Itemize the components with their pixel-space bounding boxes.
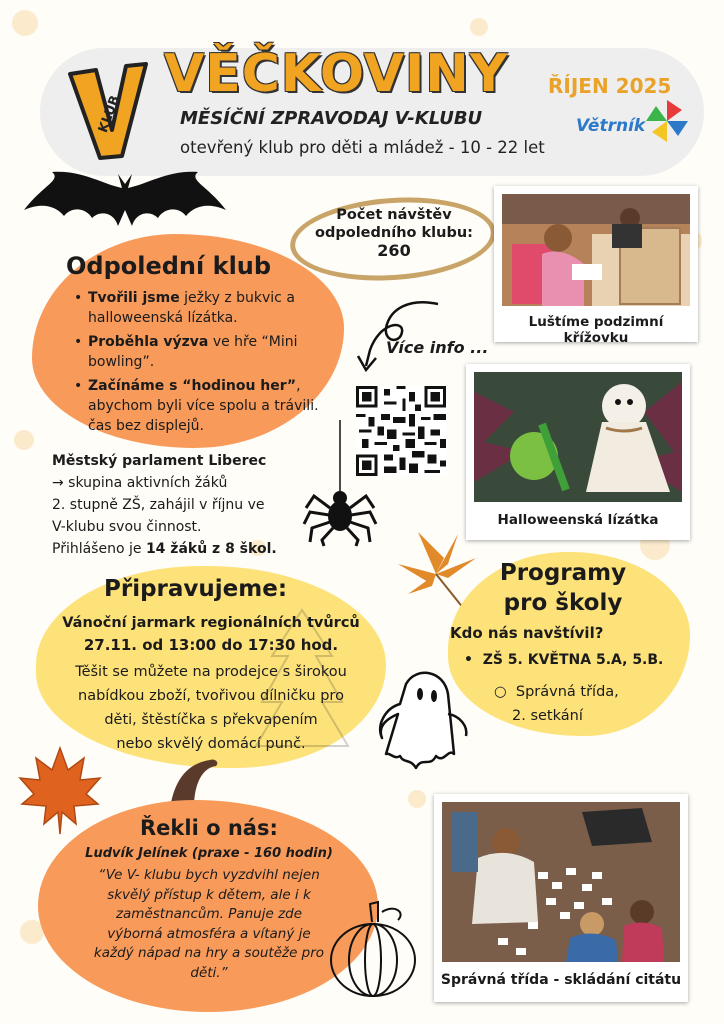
ghost-icon [376, 664, 472, 776]
photo-lollipops [466, 364, 690, 540]
school-sub-item: ○ Správná třída, [494, 684, 619, 700]
event-desc-line: děti, štěstíčka s překvapením [104, 712, 318, 728]
quote-line: každý nápad na hry a soutěže pro [93, 945, 325, 961]
school-sublist [494, 680, 619, 728]
event-title [46, 612, 376, 656]
lollipop-photo-image [474, 372, 682, 502]
visits-label: Počet návštěv [336, 207, 452, 223]
issue-month: ŘÍJEN 2025 [548, 74, 672, 98]
bat-icon [22, 166, 228, 240]
school-programs-heading: Programy pro školy [499, 560, 627, 616]
list-item: • Tvořili jsme ježky z bukvic a halloweenská lízátka. [74, 288, 330, 328]
quote-line: skvělý přístup k dětem, ale i k [107, 886, 311, 903]
paint-splat [14, 430, 34, 450]
testimonial-author: Ludvík Jelínek (praxe - 160 hodin) [85, 846, 333, 861]
pinwheel-icon [644, 98, 690, 144]
visits-counter [296, 206, 492, 260]
class-photo-image [442, 802, 680, 962]
event-line: Vánoční jarmark regionálních tvůrců [62, 615, 360, 631]
photo-crossword [494, 186, 698, 346]
newsletter-title: VĚČKOVINY [164, 44, 509, 104]
afternoon-club-list [74, 288, 330, 436]
school-name: • ZŠ 5. KVĚTNA 5.A, 5.B. [464, 652, 664, 668]
event-desc-line: nebo skvělý domácí punč. [116, 736, 306, 752]
crossword-photo-image [502, 194, 690, 306]
afternoon-club-heading: Odpolední klub [66, 252, 272, 280]
quote-line: “Ve V- klubu bych vyzdvihl nejen [98, 867, 320, 883]
club-tagline: otevřený klub pro děti a mládež - 10 - 22 let [180, 138, 545, 157]
pumpkin-icon [326, 898, 420, 1002]
school-sub-item: 2. setkání [512, 708, 583, 724]
preparing-heading: Připravujeme: [104, 576, 288, 602]
quote-line: výborná atmosféra a vítaný je [107, 925, 311, 942]
visits-label: odpoledního klubu: [315, 225, 473, 241]
event-desc-line: nabídkou zboží, tvořivou dílničku pro [78, 688, 344, 704]
parliament-line: → skupina aktivních žáků [52, 475, 228, 491]
parliament-title: Městský parlament Liberec [52, 453, 267, 469]
spider-icon [300, 420, 380, 548]
photo-caption: Správná třída - skládání citátu [440, 972, 682, 988]
event-desc-line: Těšit se můžete na prodejce s širokou [75, 664, 347, 680]
photo-caption: Luštíme podzimní křížovku [528, 314, 664, 346]
parliament-block [52, 450, 332, 560]
paint-splat [12, 10, 38, 36]
event-date: 27.11. od 13:00 do 17:30 hod. [83, 636, 339, 654]
event-description [46, 660, 376, 756]
quote-line: děti.” [190, 964, 228, 981]
paint-splat [470, 18, 488, 36]
v-klub-logo [66, 60, 150, 160]
visits-count: 260 [377, 241, 411, 260]
parliament-line: V-klubu svou činnost. [52, 519, 202, 535]
maple-leaf-icon [16, 744, 104, 836]
list-item: • Začínáme s “hodinou her”, abychom byli více spolu a trávili. čas bez displejů. [74, 376, 330, 436]
quote-line: zaměstnancům. Panuje zde [115, 906, 303, 922]
photo-class [434, 794, 688, 1002]
testimonial-heading: Řekli o nás: [140, 816, 278, 840]
more-info-label: Více info ... [386, 338, 489, 357]
newsletter-subtitle: MĚSÍČNÍ ZPRAVODAJ V-KLUBU [180, 108, 483, 129]
school-question: Kdo nás navštívil? [450, 624, 604, 642]
testimonial-quote [44, 866, 374, 983]
partner-logo-text: Větrník [576, 116, 646, 136]
list-item: • Proběhla výzva ve hře “Mini bowling”. [74, 332, 330, 372]
parliament-line: Přihlášeno je 14 žáků z 8 škol. [52, 541, 277, 557]
photo-caption: Halloweenská lízátka [497, 512, 659, 528]
parliament-line: 2. stupně ZŠ, zahájil v říjnu ve [52, 497, 265, 513]
logo-text: KLUB [95, 93, 124, 135]
paint-splat [408, 790, 426, 808]
